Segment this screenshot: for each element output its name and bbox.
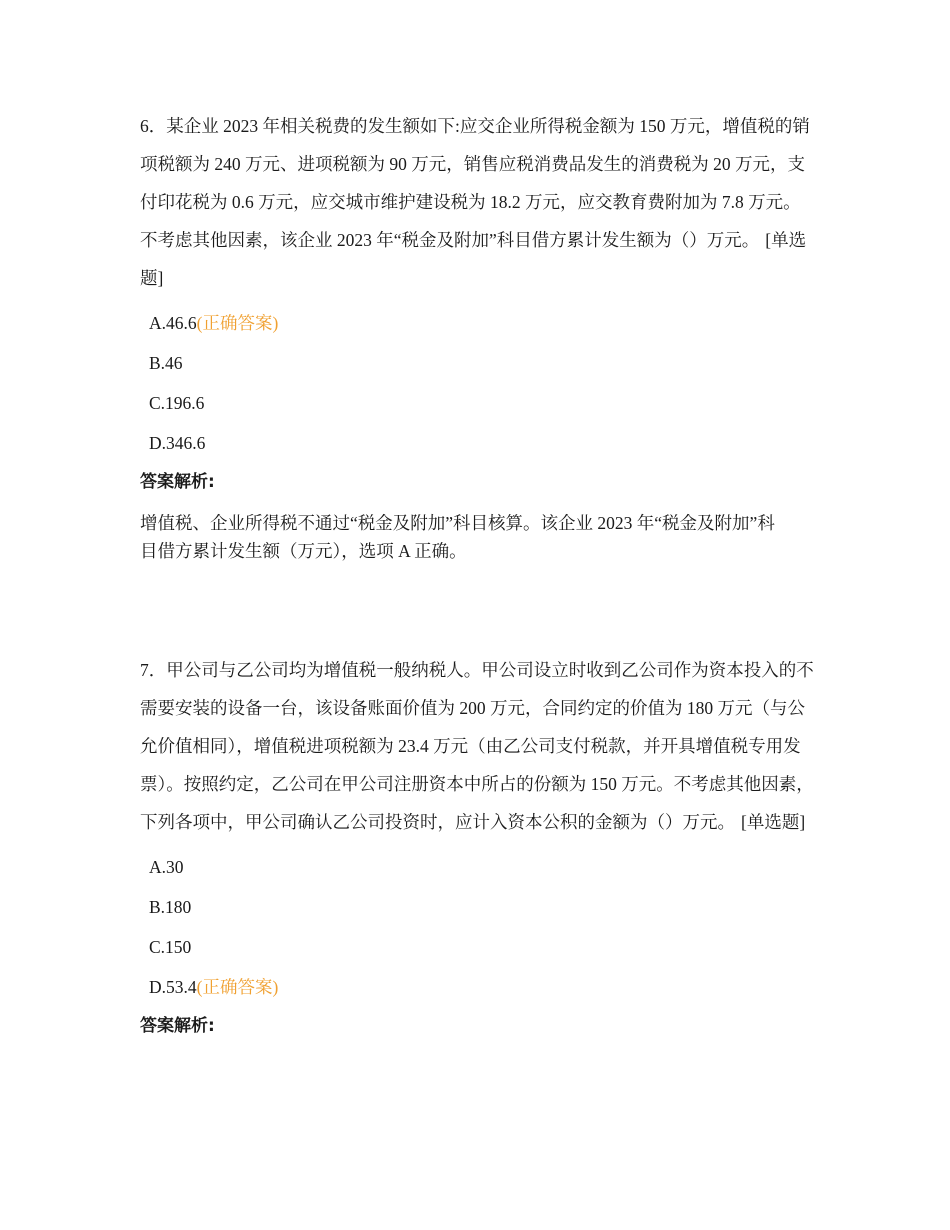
question-stem [140, 107, 815, 297]
question-number: 6． [140, 116, 167, 136]
option-a[interactable] [149, 303, 815, 343]
option-b[interactable] [149, 887, 815, 927]
question-stem [140, 651, 815, 841]
option-b[interactable] [149, 343, 815, 383]
option-d[interactable] [149, 967, 815, 1007]
analysis-text: 增值税、企业所得税不通过“税金及附加”科目核算。该企业 2023 年“税金及附加”科目借方累计发生额（万元），选项 A 正确。 [140, 513, 775, 561]
option-d[interactable] [149, 423, 815, 463]
question-type-tag: [单选题] [741, 812, 806, 832]
option-a[interactable] [149, 847, 815, 887]
question-7 [140, 651, 815, 1041]
option-label: C.196.6 [149, 393, 205, 413]
question-text: 甲公司与乙公司均为增值税一般纳税人。甲公司设立时收到乙公司作为资本投入的不需要安装的设备一台，该设备账面价值为 200 万元，合同约定的价值为 180 万元（与公允价值相同），增值税进项税额为 23.4 万元（由乙公司支付税款，并开具增值税专用发票）。按照约定，乙公司在甲公司注册资本中所占的份额为 150 万元。不考虑其他因素，下列各项中，甲公司确认乙公司投资时，应计入资本公积的金额为（）万元。 [140, 660, 814, 832]
question-type-tag: [单选题] [140, 230, 807, 288]
option-label: B.180 [149, 897, 192, 917]
option-label: D.346.6 [149, 433, 206, 453]
option-list [149, 303, 815, 463]
analysis-label: 答案解析: [140, 472, 215, 492]
question-text: 某企业 2023 年相关税费的发生额如下:应交企业所得税金额为 150 万元，增值税的销项税额为 240 万元、进项税额为 90 万元，销售应税消费品发生的消费税为 20 万元，支付印花税为 0.6 万元，应交城市维护建设税为 18.2 万元，应交教育费附加为 7.8 万元。不考虑其他因素，该企业 2023 年“税金及附加”科目借方累计发生额为（）万元。 [140, 116, 810, 250]
option-label: B.46 [149, 353, 183, 373]
correct-answer-tag: (正确答案) [196, 977, 279, 997]
question-number: 7． [140, 660, 167, 680]
option-c[interactable] [149, 383, 815, 423]
option-label: C.150 [149, 937, 192, 957]
correct-answer-tag: (正确答案) [196, 313, 279, 333]
question-6 [140, 107, 815, 565]
option-label: D.53.4 [149, 977, 197, 997]
option-list [149, 847, 815, 1007]
analysis-label: 答案解析: [140, 1016, 215, 1036]
option-label: A.30 [149, 857, 184, 877]
option-c[interactable] [149, 927, 815, 967]
option-label: A.46.6 [149, 313, 197, 333]
